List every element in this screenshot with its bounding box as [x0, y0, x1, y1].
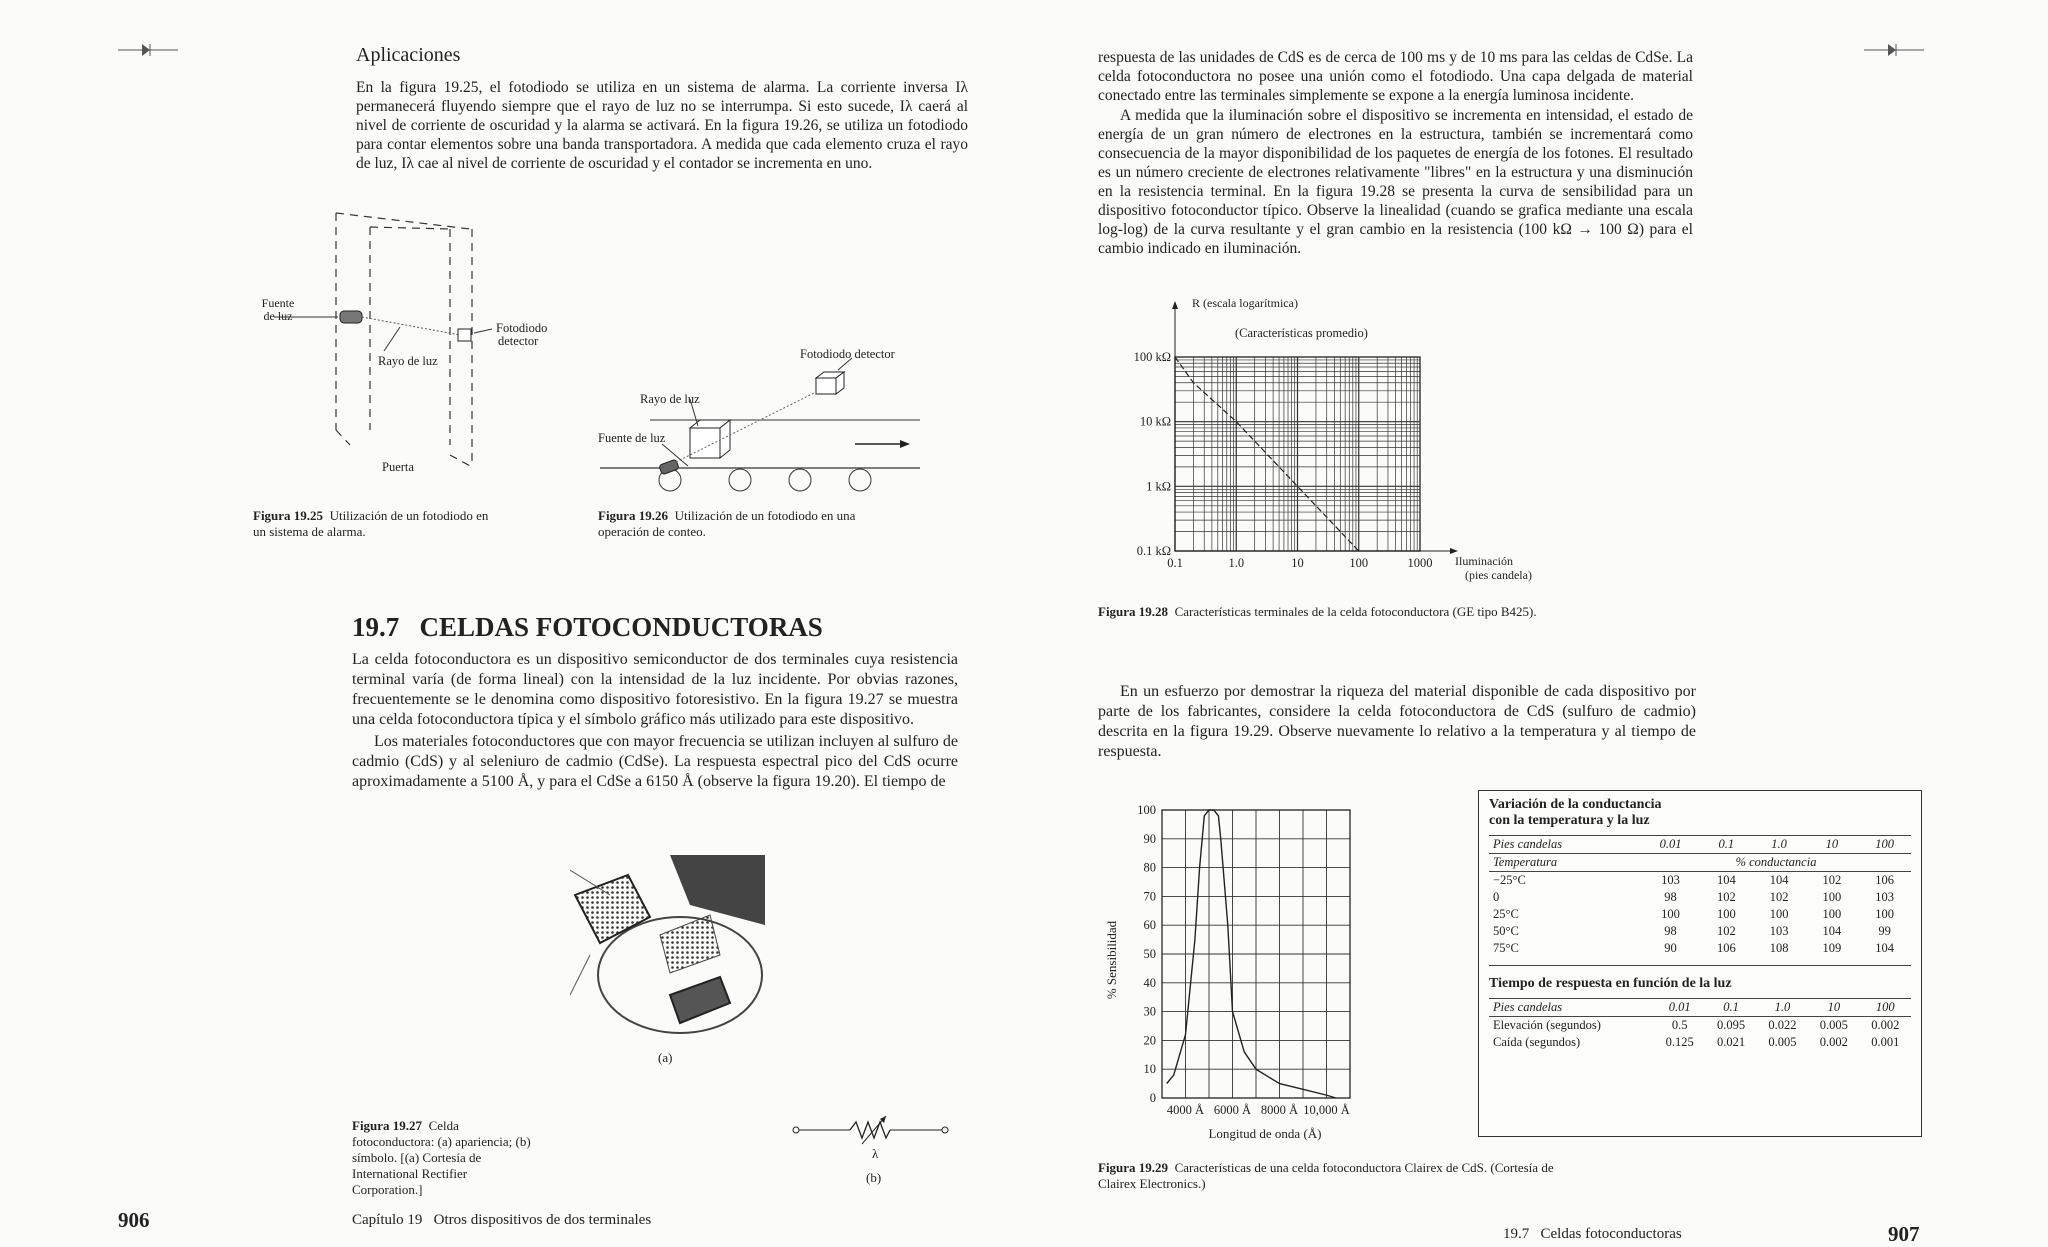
table-cell: 0.095	[1717, 1018, 1746, 1032]
y-tick-label: 30	[1143, 1004, 1156, 1019]
table-header-cell: 10	[1827, 1000, 1841, 1014]
table-cell: 90	[1664, 941, 1677, 955]
y-tick-label: 100	[1137, 803, 1156, 817]
svg-text:Puerta: Puerta	[382, 460, 414, 474]
diode-corner-icon	[118, 40, 180, 60]
y-tick-label: 90	[1143, 831, 1156, 846]
table-cell: 0.002	[1871, 1018, 1900, 1032]
table-header-label: Pies candelas	[1493, 837, 1563, 851]
x-tick-label: 6000 Å	[1213, 1103, 1252, 1117]
table-cell: 109	[1822, 941, 1842, 955]
y-tick-label: 60	[1143, 918, 1156, 933]
table-row	[1489, 923, 1911, 940]
x-axis-label: Longitud de onda (Å)	[1208, 1126, 1322, 1141]
table-row	[1489, 940, 1911, 957]
table-header-cell: 0.01	[1668, 1000, 1691, 1014]
x-tick-label: 0.1	[1167, 556, 1183, 570]
conveyor-box-icon	[690, 420, 730, 458]
x-tick-label: 1.0	[1228, 556, 1245, 570]
table-cell: 0.005	[1819, 1018, 1848, 1032]
row-label: 50°C	[1493, 924, 1519, 938]
y-axis-arrow	[1172, 301, 1178, 309]
y-tick-label: 70	[1143, 889, 1156, 904]
table-cell: 98	[1664, 890, 1677, 904]
photoresistor-symbol-icon	[790, 1112, 960, 1162]
table-header-cell: 1.0	[1774, 1000, 1791, 1014]
response-time-table	[1489, 999, 1911, 1051]
table-cell: 100	[1661, 907, 1680, 921]
applications-paragraph: En la figura 19.25, el fotodiodo se utiliza en un sistema de alarma. La corriente inversa Iλ permanecerá fluyendo siempre que el rayo de luz no se interrumpa. Si esto sucede, Iλ caerá al nivel de corriente de oscuridad y la alarma se activará. En la figura 19.26, se utiliza un fotodiodo para contar elementos sobre una banda transportadora. A medida que cada elemento cruza el rayo de luz, Iλ cae al nivel de corriente de oscuridad y el contador se incrementa en uno.	[356, 79, 968, 172]
table-cell: 102	[1769, 890, 1789, 904]
x-axis-label-1: Iluminación	[1455, 554, 1513, 568]
table-cell: 99	[1878, 924, 1891, 938]
photoconductive-paragraph-1: La celda fotoconductora es un dispositivo semiconductor de dos terminales cuya resistencia terminal varía (de forma lineal) con la intensidad de la luz incidente. Por obvias razones, frecuentemente se le denomina como dispositivo fotoresistivo. En la figura 19.27 se muestra una celda fotoconductora típica y el símbolo gráfico más utilizado para este dispositivo.	[352, 651, 958, 728]
table-cell: 100	[1822, 907, 1842, 921]
conductance-table	[1489, 836, 1911, 957]
svg-text:Fotodiodo: Fotodiodo	[496, 321, 548, 335]
temperature-header: Temperatura	[1493, 855, 1558, 869]
svg-text:Fotodiodo detector: Fotodiodo detector	[800, 347, 895, 361]
diode-corner-icon-right	[1864, 40, 1926, 60]
table1-title-1: Variación de la conductancia	[1489, 797, 1662, 812]
figure-19-27a-label: (a)	[658, 1050, 673, 1065]
y-tick-label: 10	[1143, 1062, 1156, 1077]
table-cell: 0.002	[1819, 1035, 1848, 1049]
y-tick-label: 0	[1149, 1091, 1156, 1105]
table-cell: 103	[1661, 873, 1680, 887]
right-paragraph-1: respuesta de las unidades de CdS es de cerca de 100 ms y de 10 ms para las celdas de CdSe. La celda fotoconductora no posee una unión como el fotodiodo. Una capa delgada de material conectado entre las terminales simplemente se expone a la energía luminosa incidente.	[1098, 49, 1693, 104]
table-header-cell: 100	[1875, 1000, 1895, 1014]
x-tick-label: 4000 Å	[1166, 1103, 1205, 1117]
table-row	[1489, 889, 1911, 906]
table-cell: 103	[1769, 924, 1789, 938]
figure-19-28-caption: Figura 19.28 Características terminales de la celda fotoconductora (GE tipo B425).	[1098, 604, 1537, 619]
table-cell: 104	[1822, 924, 1842, 938]
photoconductive-paragraph-2: Los materiales fotoconductores que con mayor frecuencia se utilizan incluyen al sulfuro de cadmio (CdS) y al seleniuro de cadmio (CdSe). La respuesta espectral pico del CdS ocurre aproximadamente a 5100 Å, y para el CdSe a 6150 Å (observe la figura 19.20). El tiempo de	[352, 733, 958, 790]
y-tick-label: 20	[1143, 1033, 1156, 1048]
table-header-cell: 10	[1825, 837, 1839, 851]
y-tick-label: 100 kΩ	[1133, 350, 1171, 364]
table-cell: 0.021	[1717, 1035, 1746, 1049]
row-label: 0	[1493, 890, 1500, 904]
right-paragraph-3: En un esfuerzo por demostrar la riqueza del material disponible de cada dispositivo por parte de los fabricantes, considere la celda fotoconductora de CdS (sulfuro de cadmio) descrita en la figura 19.29. Observe nuevamente lo relativo a la temperatura y al tiempo de respuesta.	[1098, 683, 1696, 760]
figure-19-29-chart	[1100, 800, 1400, 1145]
figure-19-27a-photo	[570, 855, 765, 1040]
figure-19-25-diagram	[250, 205, 580, 490]
table-cell: 102	[1716, 890, 1736, 904]
svg-text:Rayo de luz: Rayo de luz	[378, 354, 438, 368]
y-axis-label: % Sensibilidad	[1104, 920, 1119, 1000]
table1-title-2: con la temperatura y la luz	[1489, 813, 1650, 828]
row-label: −25°C	[1493, 873, 1526, 887]
svg-text:Rayo de luz: Rayo de luz	[640, 392, 700, 406]
resistance-curve	[1175, 357, 1359, 551]
table-cell: 104	[1716, 873, 1736, 887]
table-cell: 0.001	[1871, 1035, 1900, 1049]
x-axis-label-2: (pies candela)	[1465, 568, 1532, 582]
table-header-cell: 0.1	[1723, 1000, 1739, 1014]
y-tick-label: 1 kΩ	[1146, 479, 1171, 494]
footer-left: Capítulo 19 Otros dispositivos de dos terminales	[352, 1212, 652, 1228]
table-cell: 0.5	[1671, 1018, 1688, 1032]
x-tick-label: 100	[1349, 556, 1369, 570]
table-header-cell: 0.1	[1718, 837, 1735, 851]
table2-title: Tiempo de respuesta en función de la luz	[1489, 976, 1732, 991]
x-tick-label: 10	[1291, 556, 1304, 570]
figure-19-27b-label: (b)	[866, 1170, 882, 1185]
table-cell: 100	[1716, 907, 1736, 921]
row-label: 75°C	[1493, 941, 1519, 955]
page-number-left: 906	[118, 1208, 150, 1232]
x-tick-label: 8000 Å	[1260, 1103, 1299, 1117]
figure-19-29-caption: Figura 19.29 Características de una celda fotoconductora Clairex de CdS. (Cortesía de Clairex Electronics.)	[1098, 1160, 1554, 1191]
table-cell: 0.005	[1768, 1035, 1797, 1049]
table-cell: 103	[1875, 890, 1894, 904]
svg-text:λ: λ	[872, 1146, 879, 1161]
table-cell: 104	[1875, 941, 1894, 955]
figure-19-28-chart	[1120, 295, 1560, 595]
table-cell: 106	[1716, 941, 1736, 955]
right-paragraph-2: A medida que la iluminación sobre el dispositivo se incrementa en intensidad, el estado de energía de un gran número de electrones en la estructura, también se incrementará como consecuencia de la mayor disponibilidad de los paquetes de energía de los fotones. El resultado es un número creciente de electrones relativamente "libres" en la estructura y una disminución en la resistencia terminal. En la figura 19.28 se presenta la curva de sensibilidad para un dispositivo fotoconductor típico. Observe la linealidad (cuando se grafica mediante una escala log-log) de la curva resultante y el gran cambio en la resistencia (100 kΩ → 100 Ω) para el cambio indicado en iluminación.	[1098, 107, 1693, 257]
table-header-label: Pies candelas	[1493, 1000, 1563, 1014]
table-cell: 0.125	[1665, 1035, 1694, 1049]
y-tick-label: 0.1 kΩ	[1136, 544, 1171, 558]
chapter-heading: 19.7 CELDAS FOTOCONDUCTORAS	[352, 612, 823, 642]
footer-right: 19.7 Celdas fotoconductoras	[1503, 1226, 1682, 1242]
y-tick-label: 40	[1143, 975, 1156, 990]
table-cell: 0.022	[1768, 1018, 1797, 1032]
table-cell: 100	[1822, 890, 1842, 904]
figure-19-25-caption: Figura 19.25 Utilización de un fotodiodo en un sistema de alarma.	[253, 508, 489, 539]
figure-19-26-diagram	[590, 340, 935, 505]
svg-text:detector: detector	[498, 334, 539, 348]
figure-19-27-caption: Figura 19.27 Celda fotoconductora: (a) apariencia; (b) símbolo. [(a) Cortesía de International Rectifier Corporation.]	[352, 1118, 531, 1197]
table-cell: 100	[1875, 907, 1894, 921]
table-cell: 100	[1769, 907, 1789, 921]
table-cell: 98	[1664, 924, 1677, 938]
table-cell: 104	[1769, 873, 1789, 887]
svg-text:de luz: de luz	[263, 309, 293, 323]
table-cell: 106	[1875, 873, 1894, 887]
chart-annotation: (Características promedio)	[1235, 326, 1368, 340]
section-title-aplicaciones: Aplicaciones	[356, 44, 461, 66]
conductance-unit: % conductancia	[1735, 855, 1817, 869]
x-tick-label: 1000	[1407, 556, 1433, 570]
table-row	[1489, 1034, 1911, 1051]
table-cell: 108	[1769, 941, 1789, 955]
svg-text:Fuente de luz: Fuente de luz	[598, 431, 666, 445]
table-header-cell: 100	[1875, 837, 1894, 851]
table-header-cell: 1.0	[1771, 837, 1787, 851]
arrow-right-icon	[855, 440, 910, 448]
photodiode-detector-icon	[458, 329, 471, 341]
y-tick-label: 80	[1143, 860, 1156, 875]
light-source-icon	[340, 311, 362, 323]
page-number-right: 907	[1888, 1222, 1920, 1246]
table-cell: 102	[1822, 873, 1842, 887]
figure-19-26-caption: Figura 19.26 Utilización de un fotodiodo en una operación de conteo.	[598, 508, 856, 539]
y-tick-label: 10 kΩ	[1139, 414, 1171, 429]
table-row	[1489, 1017, 1911, 1035]
row-label: Elevación (segundos)	[1493, 1018, 1601, 1032]
row-label: 25°C	[1493, 907, 1519, 921]
y-axis-label: R (escala logarítmica)	[1192, 296, 1298, 310]
table-cell: 102	[1716, 924, 1736, 938]
x-tick-label: 10,000 Å	[1303, 1103, 1350, 1117]
svg-text:Fuente: Fuente	[261, 296, 295, 310]
table-header-cell: 0.01	[1659, 837, 1682, 851]
table-row	[1489, 906, 1911, 923]
table-row	[1489, 872, 1911, 890]
photodiode-detector-icon	[816, 372, 844, 394]
row-label: Caída (segundos)	[1493, 1035, 1581, 1049]
characteristics-table	[1478, 790, 1922, 1137]
y-tick-label: 50	[1143, 947, 1156, 961]
